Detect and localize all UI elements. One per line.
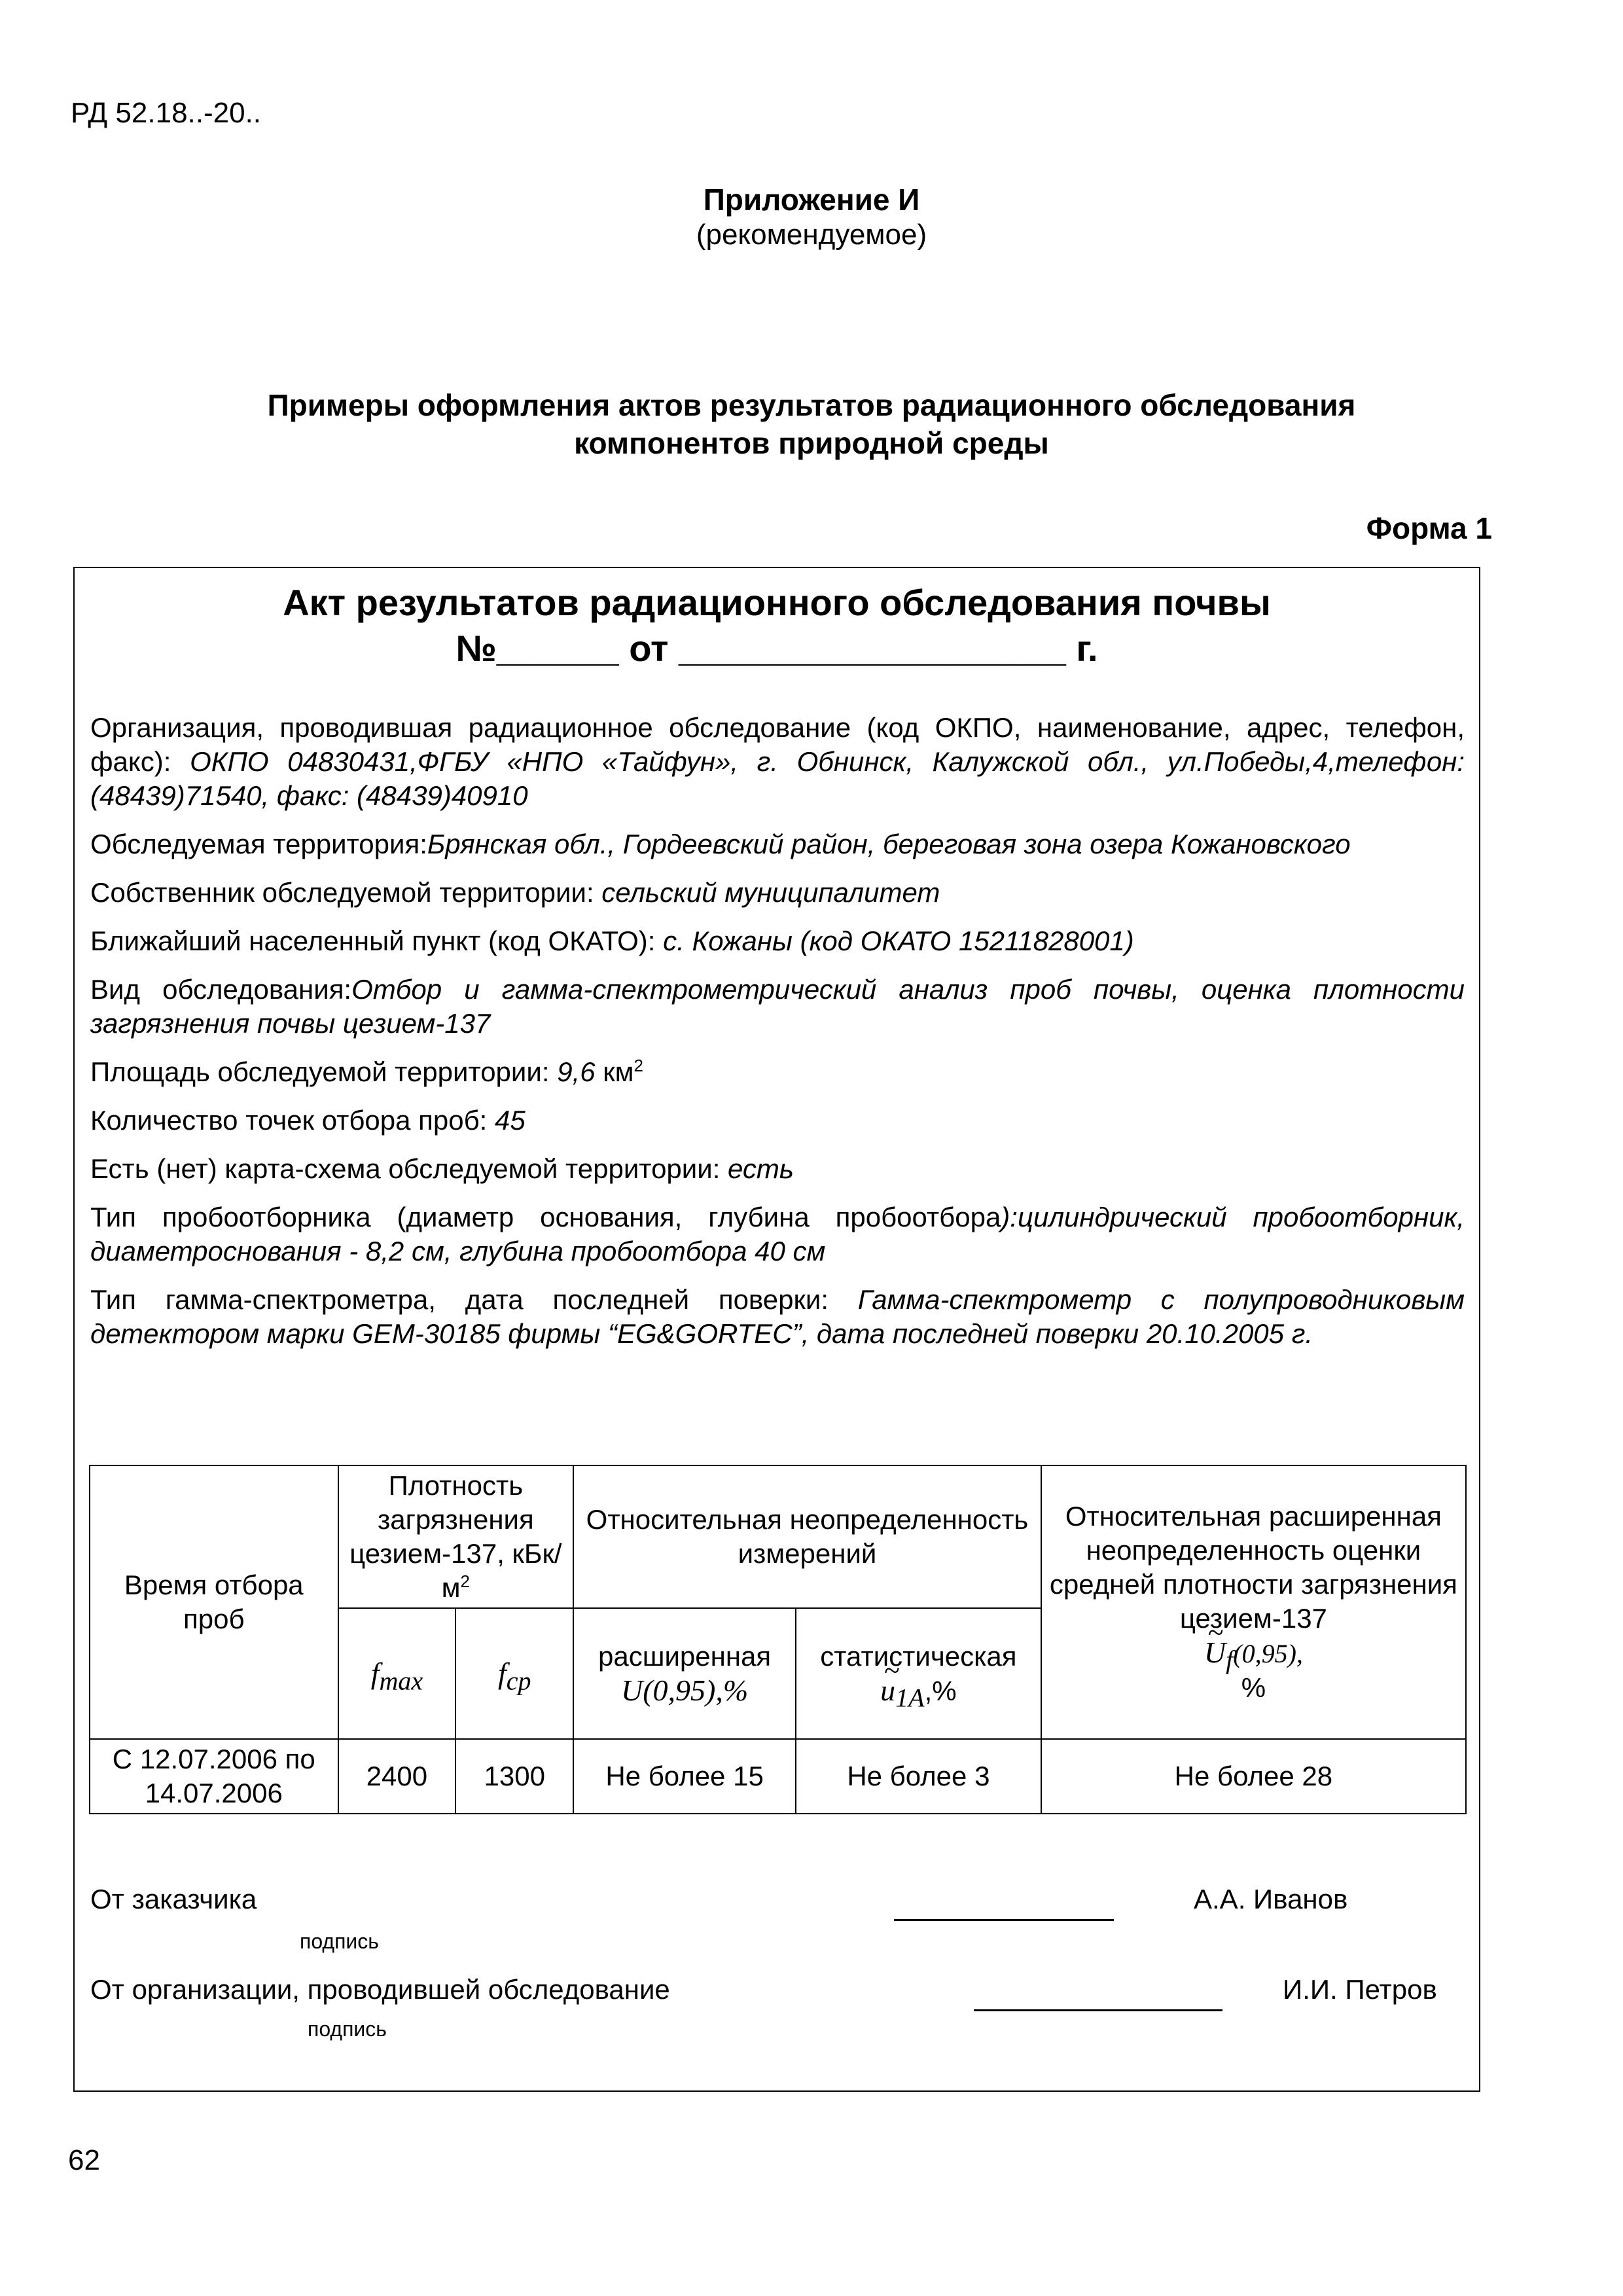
- table-header-row-1: [90, 1465, 1466, 1608]
- field-owner: [90, 876, 1465, 910]
- header-density: [338, 1465, 574, 1608]
- territory-value: Брянская обл., Гордеевский район, береговая зона озера Кожановского: [427, 829, 1351, 859]
- section-title-line-1: Примеры оформления актов результатов радиационного обследования: [267, 388, 1356, 422]
- header-relative-extended-symbol: [1047, 1636, 1460, 1675]
- header-density-text: Плотность загрязнения цезием-137, кБк/м: [349, 1470, 562, 1603]
- act-number-line: №______ от ___________________ г.: [455, 628, 1098, 669]
- field-organization: [90, 711, 1465, 813]
- sampler-label: Тип пробоотборника (диаметр основания, глубина пробоотбора: [90, 1202, 1001, 1232]
- field-settlement: [90, 924, 1465, 958]
- field-points: [90, 1103, 1465, 1138]
- header-statistical-symbol: [802, 1673, 1035, 1712]
- cell-extended: Не более 15: [573, 1739, 796, 1814]
- organization-value: ОКПО 04830431,ФГБУ «НПО «Тайфун», г. Обнинск, Калужской обл., ул.Победы,4,телефон: (48439)71540, факс: (48439)40910: [90, 746, 1465, 811]
- map-value: есть: [728, 1153, 794, 1184]
- points-value: 45: [495, 1105, 526, 1136]
- survey-type-value: Отбор и гамма-спектрометрический анализ проб почвы, оценка плотности загрязнения почвы цезием-137: [90, 974, 1465, 1039]
- field-spectrometer: [90, 1283, 1465, 1351]
- header-relative-extended-text: Относительная расширенная неопределенность оценки средней плотности загрязнения цезием-137: [1049, 1501, 1457, 1634]
- fcp-sub: cp: [506, 1665, 531, 1695]
- header-time: Время отбора проб: [90, 1465, 338, 1739]
- area-label: Площадь обследуемой территории:: [90, 1056, 550, 1087]
- customer-label: От заказчика: [90, 1884, 257, 1914]
- header-extended-symbol: U(0,95),%: [620, 1674, 749, 1707]
- appendix-subtitle: (рекомендуемое): [696, 219, 927, 251]
- header-relative-uncertainty: Относительная неопределенность измерений: [573, 1465, 1041, 1608]
- section-title-line-2: компонентов природной среды: [574, 426, 1049, 460]
- header-extended: [573, 1608, 796, 1739]
- cell-fmax: 2400: [338, 1739, 456, 1814]
- customer-signature-line: [894, 1919, 1114, 1921]
- customer-signature-hint: подпись: [300, 1929, 379, 1953]
- area-unit: км: [603, 1056, 634, 1087]
- organization-name: И.И. Петров: [1283, 1974, 1437, 2005]
- act-fields: [90, 711, 1465, 1365]
- act-form-frame: [73, 567, 1480, 2092]
- organization-label: От организации, проводившей обследование: [90, 1974, 670, 2005]
- spectrometer-value: Гамма-спектрометр с полупроводниковым детектором марки GEM-30185 фирмы “EG&GORTEC”, дата последней поверки 20.10.2005 г.: [90, 1284, 1465, 1349]
- symbol-u-1a: ~ u: [880, 1674, 895, 1708]
- owner-label: Собственник обследуемой территории:: [90, 877, 594, 908]
- section-title: [131, 386, 1492, 462]
- area-value: 9,6: [557, 1056, 596, 1087]
- fcp-symbol: f: [497, 1656, 507, 1690]
- owner-value: сельский муниципалитет: [601, 877, 940, 908]
- header-fmax: [338, 1608, 456, 1739]
- field-sampler: [90, 1200, 1465, 1268]
- map-label: Есть (нет) карта-схема обследуемой территории:: [90, 1153, 721, 1184]
- header-statistical-text: статистическая: [820, 1640, 1017, 1672]
- header-relative-extended-unit: %: [1241, 1672, 1266, 1703]
- sampler-value: ):цилиндрический пробоотборник, диаметроснования - 8,2 см, глубина пробоотбора 40 см: [90, 1202, 1465, 1266]
- symbol-u-f: ~ U: [1204, 1636, 1226, 1670]
- header-extended-text: расширенная: [598, 1641, 772, 1672]
- survey-type-label: Вид обследования:: [90, 974, 352, 1005]
- cell-fcp: 1300: [455, 1739, 573, 1814]
- header-statistical: [796, 1608, 1041, 1739]
- appendix-title: Приложение И: [703, 183, 920, 217]
- fmax-sub: max: [379, 1665, 423, 1695]
- organization-signature-hint: подпись: [308, 2017, 387, 2041]
- symbol-u-1a-sub: 1A: [895, 1682, 925, 1712]
- symbol-u-f-sub: f: [1226, 1645, 1234, 1675]
- document-code: РД 52.18..-20..: [71, 97, 262, 129]
- organization-label: Организация, проводившая радиационное обследование (код ОКПО, наименование, адрес, телефон, факс):: [90, 712, 1465, 777]
- header-fcp: [455, 1608, 573, 1739]
- territory-label: Обследуемая территория:: [90, 829, 427, 859]
- fmax-symbol: f: [370, 1656, 380, 1690]
- results-table: [89, 1465, 1467, 1814]
- header-density-exponent: 2: [460, 1571, 471, 1591]
- field-survey-type: [90, 973, 1465, 1041]
- table-row: [90, 1739, 1466, 1814]
- symbol-u-f-tail: (0,95),: [1233, 1639, 1303, 1668]
- field-territory: [90, 827, 1465, 861]
- cell-relative-extended: Не более 28: [1041, 1739, 1466, 1814]
- page-number: 62: [68, 2144, 100, 2176]
- spectrometer-label: Тип гамма-спектрометра, дата последней поверки:: [90, 1284, 829, 1315]
- form-label: Форма 1: [1366, 511, 1492, 545]
- act-title: [75, 580, 1479, 672]
- settlement-label: Ближайший населенный пункт (код ОКАТО):: [90, 925, 656, 956]
- customer-name: А.А. Иванов: [1194, 1884, 1348, 1914]
- act-title-text: Акт результатов радиационного обследования почвы: [283, 582, 1271, 623]
- area-unit-exponent: 2: [633, 1056, 643, 1075]
- field-map: [90, 1152, 1465, 1186]
- settlement-value: с. Кожаны (код ОКАТО 15211828001): [663, 925, 1134, 956]
- cell-time: С 12.07.2006 по 14.07.2006: [90, 1739, 338, 1814]
- header-relative-extended: [1041, 1465, 1466, 1739]
- cell-statistical: Не более 3: [796, 1739, 1041, 1814]
- organization-signature-line: [974, 2009, 1222, 2011]
- points-label: Количество точек отбора проб:: [90, 1105, 488, 1136]
- field-area: [90, 1055, 1465, 1089]
- symbol-u-1a-unit: ,%: [924, 1675, 957, 1706]
